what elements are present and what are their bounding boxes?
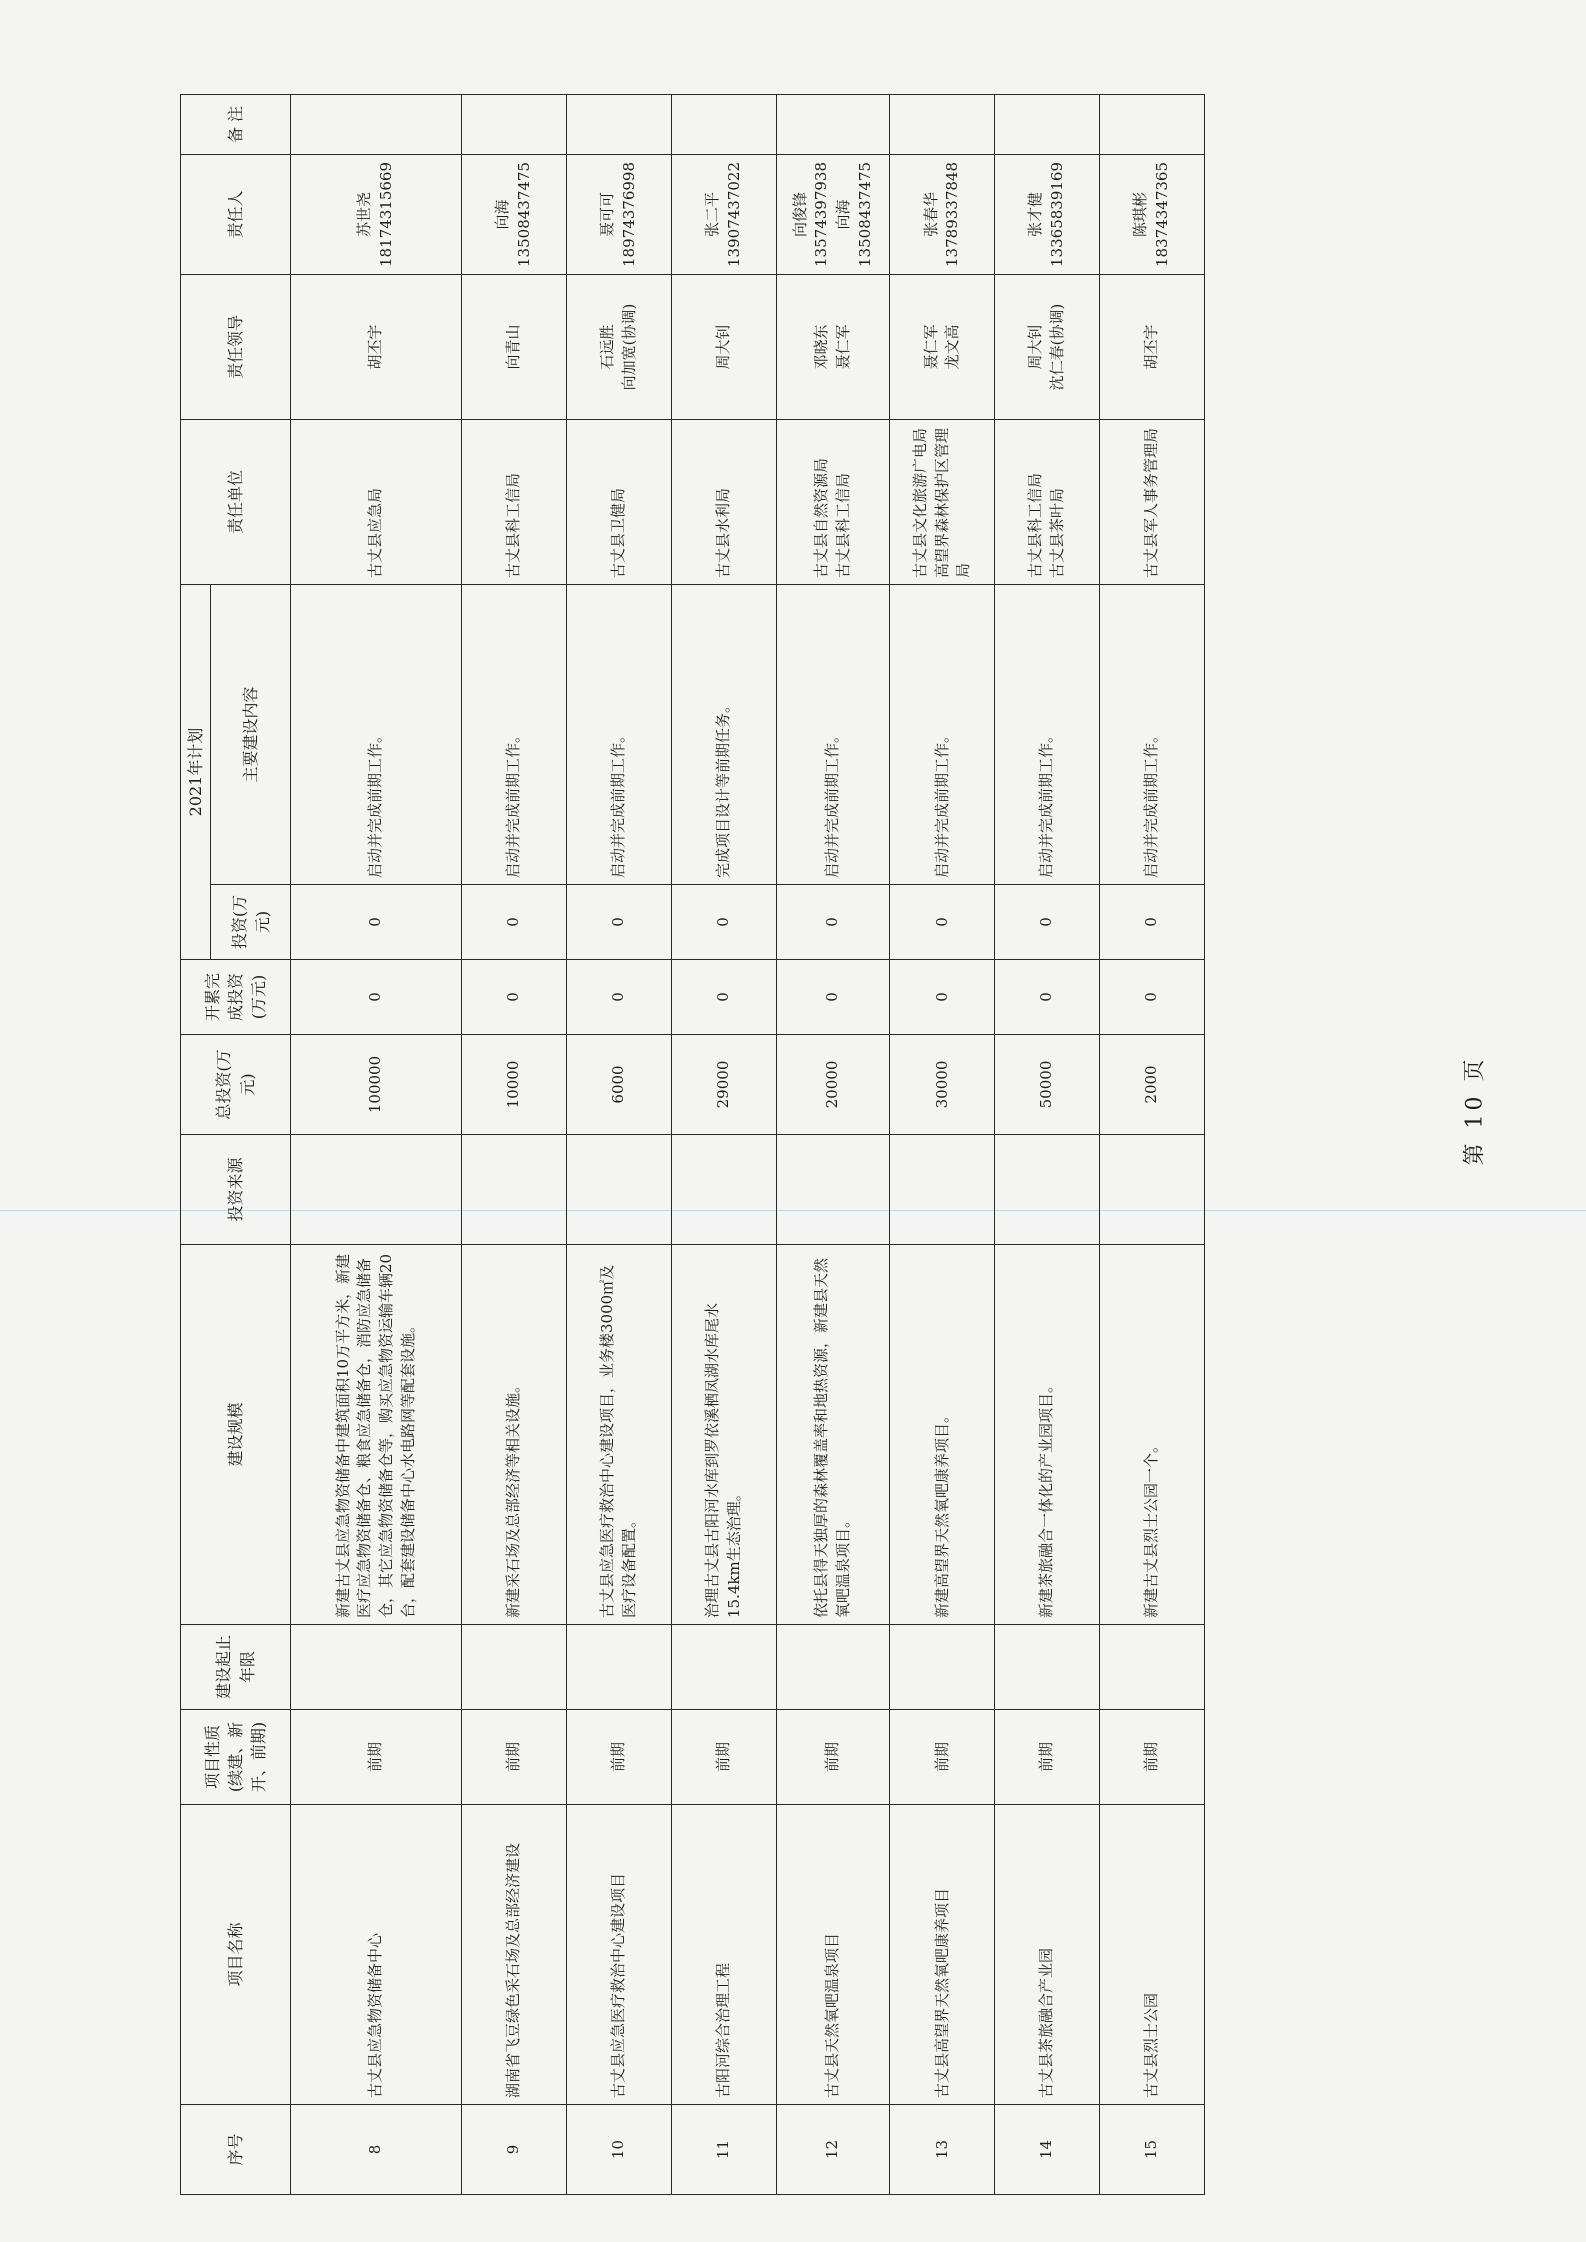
cell-person: [1100, 154, 1205, 274]
cell-leader: 向青山: [462, 274, 567, 419]
cell-note: [671, 94, 776, 154]
cell-total: 29000: [671, 1035, 776, 1135]
cell-source: [995, 1135, 1100, 1245]
cell-nature: 前期: [1100, 1710, 1205, 1805]
header-done: 开累完成投资(万元): [181, 960, 291, 1035]
header-name: 项目名称: [181, 1805, 291, 2105]
header-plan: 2021年计划: [181, 584, 211, 959]
cell-line: 张二平: [702, 191, 721, 237]
cell-name: 古丈县应急医疗救治中心建设项目: [566, 1805, 671, 2105]
cell-note: [291, 94, 462, 154]
table-body: [291, 94, 1205, 2194]
header-period: 建设起止年限: [181, 1625, 291, 1710]
cell-unit: 古丈县卫健局: [566, 419, 671, 584]
cell-line: 18974376998: [619, 162, 638, 267]
cell-nature: 前期: [462, 1710, 567, 1805]
cell-plan-invest: 0: [776, 885, 890, 960]
cell-period: [995, 1625, 1100, 1710]
cell-unit: 古丈县水利局: [671, 419, 776, 584]
cell-scale: 治理古丈县古阳河水库到罗依溪栖凤湖水库尾水15.4km生态治理。: [671, 1245, 776, 1625]
cell-line: 张才健: [1026, 191, 1045, 237]
cell-done: 0: [776, 960, 890, 1035]
header-nature: 项目性质(续建、新开、前期): [181, 1710, 291, 1805]
cell-source: [1100, 1135, 1205, 1245]
cell-plan-content: 启动并完成前期工作。: [1100, 584, 1205, 884]
cell-line: 向海: [834, 199, 852, 230]
cell-seq: 15: [1100, 2105, 1205, 2195]
cell-nature: 前期: [291, 1710, 462, 1805]
cell-line: 沈仁春(协调): [1048, 303, 1067, 391]
cell-note: [566, 94, 671, 154]
cell-total: 2000: [1100, 1035, 1205, 1135]
cell-unit: 古丈县科工信局: [462, 419, 567, 584]
cell-plan-invest: 0: [671, 885, 776, 960]
cell-line: 周大钊: [1026, 324, 1045, 370]
cell-seq: 12: [776, 2105, 890, 2195]
cell-person: [776, 154, 890, 274]
cell-seq: 13: [890, 2105, 995, 2195]
cell-nature: 前期: [995, 1710, 1100, 1805]
cell-period: [671, 1625, 776, 1710]
cell-plan-invest: 0: [566, 885, 671, 960]
cell-note: [1100, 94, 1205, 154]
cell-scale: 新建采石场及总部经济等相关设施。: [462, 1245, 567, 1625]
cell-seq: 10: [566, 2105, 671, 2195]
cell-name: 古阳河综合治理工程: [671, 1805, 776, 2105]
cell-scale: 新建古丈县烈士公园一个。: [1100, 1245, 1205, 1625]
cell-line: 13907437022: [724, 162, 743, 267]
cell-unit: 古丈县军人事务管理局: [1100, 419, 1205, 584]
cell-source: [291, 1135, 462, 1245]
table-row: [671, 94, 776, 2194]
cell-plan-invest: 0: [462, 885, 567, 960]
cell-total: 100000: [291, 1035, 462, 1135]
cell-unit: [776, 419, 890, 584]
table-row: [995, 94, 1100, 2194]
cell-line: 古丈县茶叶局: [1048, 487, 1067, 578]
cell-line: 13508437475: [855, 162, 874, 267]
cell-leader: [890, 274, 995, 419]
cell-note: [995, 94, 1100, 154]
cell-total: 6000: [566, 1035, 671, 1135]
cell-line: 龙文高: [943, 324, 962, 370]
cell-done: 0: [566, 960, 671, 1035]
cell-note: [776, 94, 890, 154]
cell-line: 聂仁军: [834, 324, 852, 370]
cell-person: [890, 154, 995, 274]
cell-line: 向加宽(协调): [619, 303, 638, 391]
cell-done: 0: [462, 960, 567, 1035]
cell-scale: 新建古丈县应急物资储备中建筑面积10万平方米，新建医疗应急物资储备仓、粮食应急储备仓，消防应急储备仓，其它应急物资储备仓等，购买应急物资运输车辆20台，配套建设储备中心水电路网等配套设施。: [291, 1245, 462, 1625]
cell-nature: 前期: [776, 1710, 890, 1805]
cell-plan-invest: 0: [890, 885, 995, 960]
cell-plan-content: 启动并完成前期工作。: [776, 584, 890, 884]
cell-line: 聂可可: [598, 191, 617, 237]
cell-period: [462, 1625, 567, 1710]
table-row: [890, 94, 995, 2194]
cell-line: 古丈县自然资源局: [812, 457, 831, 578]
cell-scale: 新建高望界天然氧吧康养项目。: [890, 1245, 995, 1625]
header-plan-content: 主要建设内容: [211, 584, 291, 884]
cell-plan-content: 启动并完成前期工作。: [890, 584, 995, 884]
header-scale: 建设规模: [181, 1245, 291, 1625]
cell-name: 古丈县应急物资储备中心: [291, 1805, 462, 2105]
cell-line: 向俊锋: [790, 191, 809, 237]
cell-person: [462, 154, 567, 274]
cell-name: 古丈县高望界天然氧吧康养项目: [890, 1805, 995, 2105]
cell-name: 古丈县烈士公园: [1100, 1805, 1205, 2105]
cell-total: 20000: [776, 1035, 890, 1135]
cell-period: [1100, 1625, 1205, 1710]
cell-seq: 8: [291, 2105, 462, 2195]
cell-source: [671, 1135, 776, 1245]
cell-scale: 依托县得天独厚的森林覆盖率和地热资源，新建县天然氧吧温泉项目。: [776, 1245, 890, 1625]
table-row: [566, 94, 671, 2194]
cell-line: 13365839169: [1048, 162, 1067, 267]
cell-line: 陈琪彬: [1131, 191, 1150, 237]
cell-total: 30000: [890, 1035, 995, 1135]
header-unit: 责任单位: [181, 419, 291, 584]
cell-line: 18374347365: [1153, 162, 1172, 267]
cell-leader: 胡丕宇: [291, 274, 462, 419]
cell-leader: [566, 274, 671, 419]
cell-plan-content: 完成项目设计等前期任务。: [671, 584, 776, 884]
cell-seq: 14: [995, 2105, 1100, 2195]
cell-seq: 11: [671, 2105, 776, 2195]
cell-nature: 前期: [566, 1710, 671, 1805]
cell-total: 50000: [995, 1035, 1100, 1135]
cell-nature: 前期: [671, 1710, 776, 1805]
header-source: 投资来源: [181, 1135, 291, 1245]
cell-plan-invest: 0: [291, 885, 462, 960]
cell-done: 0: [995, 960, 1100, 1035]
cell-period: [566, 1625, 671, 1710]
cell-source: [566, 1135, 671, 1245]
cell-name: 古丈县茶旅融合产业园: [995, 1805, 1100, 2105]
cell-source: [776, 1135, 890, 1245]
header-plan-invest: 投资(万元): [211, 885, 291, 960]
rotated-table-container: [180, 95, 1205, 2195]
cell-person: [291, 154, 462, 274]
table-row: [291, 94, 462, 2194]
cell-line: 邓晓东: [812, 324, 831, 370]
table-row: [1100, 94, 1205, 2194]
cell-line: 向海: [493, 199, 512, 230]
cell-done: 0: [890, 960, 995, 1035]
cell-line: 古丈县科工信局: [1026, 472, 1045, 578]
cell-line: 13574397938: [812, 162, 831, 267]
cell-person: [995, 154, 1100, 274]
header-leader: 责任领导: [181, 274, 291, 419]
cell-unit: 古丈县文化旅游广电局高望界森林保护区管理局: [890, 419, 995, 584]
cell-total: 10000: [462, 1035, 567, 1135]
cell-leader: 胡丕宇: [1100, 274, 1205, 419]
cell-note: [890, 94, 995, 154]
cell-line: 张春华: [921, 191, 940, 237]
cell-name: 湖南省飞豆绿色采石场及总部经济建设: [462, 1805, 567, 2105]
table-row: [462, 94, 567, 2194]
cell-note: [462, 94, 567, 154]
cell-nature: 前期: [890, 1710, 995, 1805]
cell-done: 0: [671, 960, 776, 1035]
cell-done: 0: [1100, 960, 1205, 1035]
cell-leader: [776, 274, 890, 419]
cell-period: [890, 1625, 995, 1710]
cell-person: [671, 154, 776, 274]
cell-line: 石远胜: [598, 324, 617, 370]
cell-leader: 周大钊: [671, 274, 776, 419]
cell-plan-content: 启动并完成前期工作。: [462, 584, 567, 884]
cell-line: 13789337848: [943, 162, 962, 267]
cell-scale: 古丈县应急医疗救治中心建设项目，业务楼3000㎡及医疗设备配置。: [566, 1245, 671, 1625]
cell-plan-content: 启动并完成前期工作。: [566, 584, 671, 884]
cell-scale: 新建茶旅融合一体化的产业园项目。: [995, 1245, 1100, 1625]
header-note: 备 注: [181, 94, 291, 154]
cell-plan-invest: 0: [995, 885, 1100, 960]
cell-line: 18174315669: [377, 162, 396, 267]
cell-line: 13508437475: [515, 162, 533, 267]
cell-line: 聂仁军: [921, 324, 940, 370]
cell-line: 古丈县科工信局: [834, 472, 852, 578]
cell-plan-content: 启动并完成前期工作。: [995, 584, 1100, 884]
cell-unit: 古丈县应急局: [291, 419, 462, 584]
cell-source: [462, 1135, 567, 1245]
project-table: [180, 94, 1205, 2195]
cell-seq: 9: [462, 2105, 567, 2195]
header-person: 责任人: [181, 154, 291, 274]
cell-line: 苏世尧: [355, 191, 374, 237]
cell-plan-invest: 0: [1100, 885, 1205, 960]
cell-period: [291, 1625, 462, 1710]
header-total: 总投资(万元): [181, 1035, 291, 1135]
cell-plan-content: 启动并完成前期工作。: [291, 584, 462, 884]
cell-person: [566, 154, 671, 274]
cell-leader: [995, 274, 1100, 419]
cell-source: [890, 1135, 995, 1245]
header-seq: 序号: [181, 2105, 291, 2195]
cell-unit: [995, 419, 1100, 584]
page-number: 第 10 页: [1462, 1055, 1488, 1166]
table-row: [776, 94, 890, 2194]
cell-period: [776, 1625, 890, 1710]
cell-name: 古丈县天然氧吧温泉项目: [776, 1805, 890, 2105]
cell-done: 0: [291, 960, 462, 1035]
